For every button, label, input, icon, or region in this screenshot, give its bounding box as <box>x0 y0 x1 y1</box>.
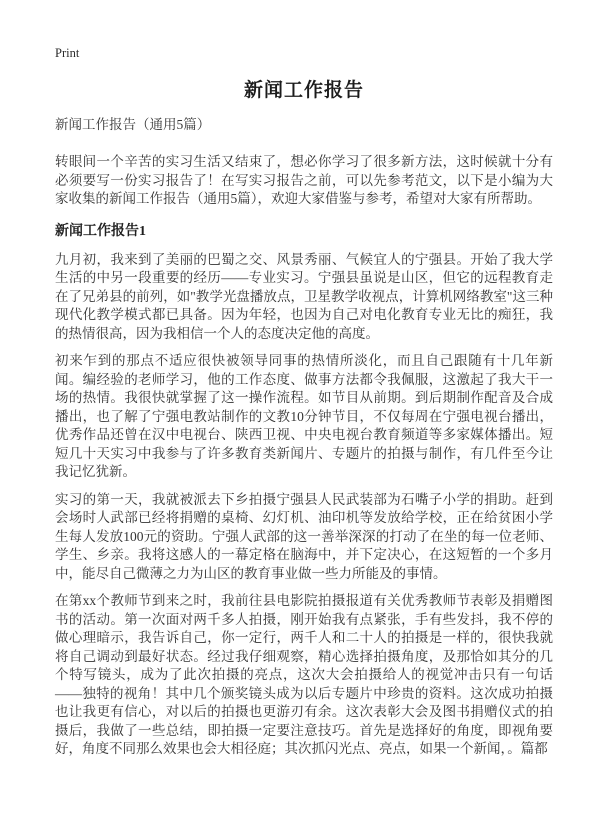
section-heading: 新闻工作报告1 <box>55 223 146 239</box>
paragraph: 在第xx个教师节到来之时，我前往县电影院拍摄报道有关优秀教师节表彰及捐赠图书的活动。第一次面对两千多人拍摄，刚开始我有点紧张，手有些发抖，我不停的做心理暗示，我告诉自己，你一定行，两千人和二十人的拍摄是一样的，很快我就将自己调动到最好状态。经过我仔细观察，精心选择拍摄角度，及那恰如其分的几个特写镜头，成为了此次拍摄的亮点，这次大会拍摄给人的视觉冲击只有一句话——独特的视角！其中几个颁奖镜头成为以后专题片中珍贵的资料。这次成功拍摄也让我更有信心，对以后的拍摄也更游刃有余。这次表彰大会及图书捐赠仪式的拍摄后，我做了一些总结，即拍摄一定要注意技巧。首先是选择好的角度，即视角要好，角度不同那么效果也会大相径庭；其次抓闪光点、亮点，如果一个新闻，。篇都 <box>55 593 553 756</box>
print-button[interactable]: Print <box>55 46 80 60</box>
article-subtitle: 新闻工作报告（通用5篇） <box>55 117 211 132</box>
page-title: 新闻工作报告 <box>243 80 364 101</box>
paragraph: 初来乍到的那点不适应很快被领导同事的热情所淡化，而且自己跟随有十几年新闻。编经验的老师学习，他的工作态度、做事方法都令我佩服，这激起了我大干一场的热情。我很快就掌握了这一操作流程。如节目从前期。到后期制作配音及合成播出，也了解了宁强电教站制作的文教10分钟节目，不仅每周在宁强电视台播出，优秀作品还曾在汉中电视台、陕西卫视、中央电视台教育频道等多家媒体播出。短短几十天实习中我参与了许多教育类新闻片、专题片的拍摄与制作，有几件至今让我记忆犹新。 <box>55 353 553 479</box>
paragraph: 实习的第一天，我就被派去下乡拍摄宁强县人民武装部为石嘴子小学的捐助。赶到会场时人武部已经将捐赠的桌椅、幻灯机、油印机等发放给学校，正在给贫困小学生每人发放100元的资助。宁强人武部的这一善举深深的打动了在坐的每一位老师、学生、乡亲。我将这感人的一幕定格在脑海中，并下定决心，在这短暂的一个多月中，能尽自己微薄之力为山区的教育事业做一些力所能及的事情。 <box>55 491 553 581</box>
paragraph: 九月初，我来到了美丽的巴蜀之交、风景秀丽、气候宜人的宁强县。开始了我大学生活的中另一段重要的经历——专业实习。宁强县虽说是山区，但它的远程教育走在了兄弟县的前列，如"教学光盘播放点，卫星教学收视点，计算机网络教室"这三种现代化教学模式都已具备。因为年轻，也因为自己对电化教育专业无比的痴狂，我的热情很高，因为我相信一个人的态度决定他的高度。 <box>55 251 553 341</box>
intro-paragraph: 转眼间一个辛苦的实习生活又结束了，想必你学习了很多新方法，这时候就十分有必须要写一份实习报告了！在写实习报告之前，可以先参考范文，以下是小编为大家收集的新闻工作报告（通用5篇），欢迎大家借鉴与参考，希望对大家有所帮助。 <box>55 154 553 206</box>
